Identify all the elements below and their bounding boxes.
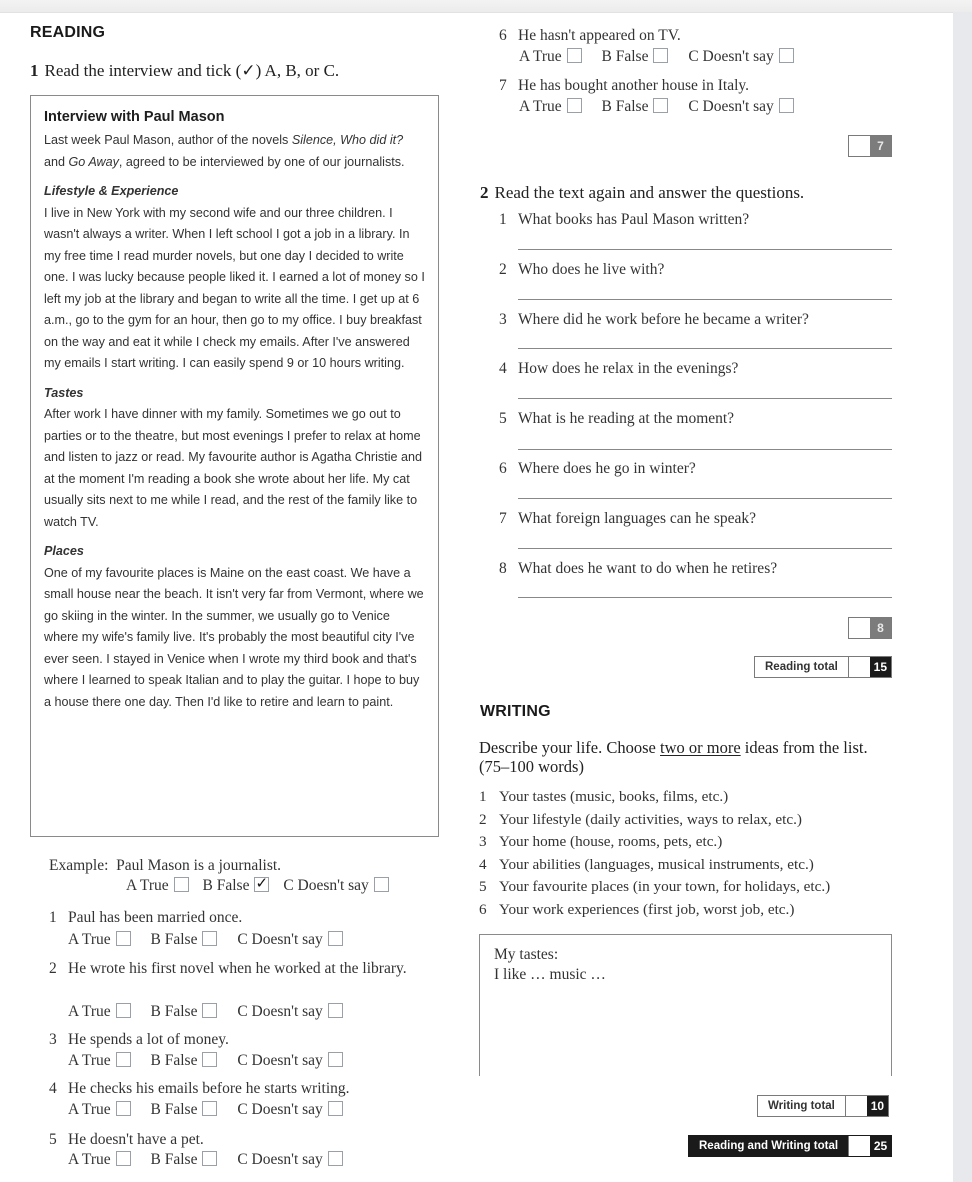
interview-intro: Last week Paul Mason, author of the novels Silence, Who did it? and Go Away, agreed to be interviewed by one of our journalists. [44,133,405,169]
checkbox-c[interactable] [328,1003,343,1018]
writing-heading: WRITING [480,703,551,720]
emphasis-underline: two or more [660,738,741,757]
option-b: B False ✓ [203,877,270,895]
checkbox-c[interactable] [328,931,343,946]
reading-total-label: Reading total [755,657,849,677]
tick-question-7: 7 He has bought another house in Italy. [499,77,750,94]
checkbox-a[interactable] [116,1052,131,1067]
checkbox-a[interactable] [116,1003,131,1018]
checkbox-a[interactable] [174,877,189,892]
option-b: B False [151,1052,218,1070]
question-3: 3 Where did he work before he became a writer? [499,311,809,328]
checkbox-b[interactable] [653,98,668,113]
interview-title: Interview with Paul Mason [44,109,225,125]
answer-line-1[interactable] [518,249,892,250]
tick-options-7 [519,98,804,116]
tick-options-2 [68,1003,353,1021]
checkbox-b[interactable] [202,1101,217,1116]
section-title-places: Places [44,544,84,558]
section-title-tastes: Tastes [44,385,84,400]
score-input[interactable] [849,136,870,156]
reading-total-input[interactable] [849,657,870,677]
checkbox-c[interactable] [779,98,794,113]
answer-line-5[interactable] [518,449,892,450]
answer-line-6[interactable] [518,498,892,499]
grand-total-max: 25 [870,1136,891,1156]
option-a: A True [68,931,131,949]
checkbox-c[interactable] [779,48,794,63]
option-a: A True [519,48,582,66]
task2-instruction-text: Read the text again and answer the questions. [494,183,805,202]
option-c: C Doesn't say [237,1052,342,1070]
task2-instruction [480,183,804,203]
interview-box [30,95,439,837]
option-c: C Doesn't say [688,48,793,66]
tick-question-3: 3 He spends a lot of money. [49,1031,229,1048]
writing-total-input[interactable] [846,1096,867,1116]
writing-total-label: Writing total [758,1096,846,1116]
answer-line-4[interactable] [518,398,892,399]
checkbox-b[interactable] [653,48,668,63]
book-title: Silence, Who did it? [291,133,404,147]
option-a: A True [68,1052,131,1070]
checkbox-a[interactable] [567,48,582,63]
task1-instruction-text: Read the interview and tick (✓) A, B, or C. [44,61,340,80]
checkbox-a[interactable] [116,1101,131,1116]
question-7: 7 What foreign languages can he speak? [499,510,756,527]
writing-total-max: 10 [867,1096,888,1116]
idea-item: 6 Your work experiences (first job, worst job, etc.) [479,900,795,918]
option-c: C Doesn't say [688,98,793,116]
score-input[interactable] [849,618,870,638]
option-a: A True [126,877,189,895]
option-b: B False [151,1003,218,1021]
reading-heading: READING [30,24,106,41]
tick-options-1 [68,931,353,949]
question-5: 5 What is he reading at the moment? [499,410,735,427]
option-c: C Doesn't say [237,1151,342,1169]
answer-line-2[interactable] [518,299,892,300]
option-c: C Doesn't say [283,877,388,895]
checkbox-b-checked[interactable] [254,877,269,892]
section-text-lifestyle: I live in New York with my second wife and our three children. I wasn't always a writer. When I left school I got a job in a library. In my free time I read murder novels, but one day I decided to write one. I was lucky because people liked it. I earned a lot of money so I left my job at the library and began to write all the time. I get up at 6 a.m., go to the gym for an hour, then go to my office. I buy breakfast on the way and eat it while I check my emails. After I've answered my emails I start writing. I can easily spend 9 or 10 hours writing. [44,205,425,370]
option-a: A True [68,1151,131,1169]
grand-total-label: Reading and Writing total [689,1136,849,1156]
tick-options-3 [68,1052,353,1070]
score-max: 8 [870,618,891,638]
tick-question-5: 5 He doesn't have a pet. [49,1131,204,1148]
example-options [126,877,399,895]
option-b: B False [602,48,669,66]
checkbox-a[interactable] [116,931,131,946]
question-6: 6 Where does he go in winter? [499,460,696,477]
idea-item: 1 Your tastes (music, books, films, etc.) [479,788,729,805]
idea-item: 3 Your home (house, rooms, pets, etc.) [479,833,723,851]
option-b: B False [151,1151,218,1169]
checkbox-c[interactable] [328,1101,343,1116]
checkbox-a[interactable] [567,98,582,113]
task1-instruction [30,61,339,81]
answer-line-7[interactable] [518,548,892,549]
tick-question-6: 6 He hasn't appeared on TV. [499,27,681,44]
writing-answer-box[interactable] [479,934,892,1076]
idea-item: 2 Your lifestyle (daily activities, ways to relax, etc.) [479,810,802,828]
grand-total-input[interactable] [849,1136,870,1156]
example-label: Example: [49,857,109,874]
score-max: 7 [870,136,891,156]
option-b: B False [151,931,218,949]
question-1: 1 What books has Paul Mason written? [499,211,750,228]
task1-score-box [848,135,892,157]
tick-question-4: 4 He checks his emails before he starts writing. [49,1080,350,1097]
task2-score-box [848,617,892,639]
task1-number: 1 [30,61,39,80]
idea-item: 5 Your favourite places (in your town, for holidays, etc.) [479,878,831,896]
question-2: 2 Who does he live with? [499,261,665,278]
tick-question-2: 2 He wrote his first novel when he worked at the library. [49,960,407,977]
checkbox-b[interactable] [202,931,217,946]
tick-options-4 [68,1101,353,1119]
option-c: C Doesn't say [237,1101,342,1119]
book-title: Go Away [68,154,119,169]
answer-line-8[interactable] [518,597,892,598]
checkbox-c[interactable] [328,1052,343,1067]
writing-total-box [757,1095,889,1117]
section-text-tastes: After work I have dinner with my family. Sometimes we go out to parties or to the theatre, but most evenings I prefer to relax at home and listen to jazz or read. My favourite author is Agatha Christie and at the moment I'm reading a book she wrote about her life. My cat usually sits next to me while I read, and the rest of the family like to watch TV. [44,407,423,529]
answer-line-1: My tastes: [494,946,559,963]
writing-ideas-list [479,786,830,922]
option-a: A True [68,1003,131,1021]
tick-options-5 [68,1151,353,1169]
tick-options-6 [519,48,804,66]
tick-question-1: 1 Paul has been married once. [49,909,243,926]
option-b: B False [602,98,669,116]
example-text: Paul Mason is a journalist. [116,857,282,874]
checkbox-b[interactable] [202,1052,217,1067]
option-a: A True [68,1101,131,1119]
reading-total-box [754,656,892,678]
option-b: B False [151,1101,218,1119]
checkbox-b[interactable] [202,1151,217,1166]
checkbox-a[interactable] [116,1151,131,1166]
checkbox-c[interactable] [374,877,389,892]
checkbox-c[interactable] [328,1151,343,1166]
option-c: C Doesn't say [237,931,342,949]
task2-number: 2 [480,183,489,202]
answer-line-3[interactable] [518,348,892,349]
idea-item: 4 Your abilities (languages, musical instruments, etc.) [479,855,814,873]
scrollbar-track[interactable] [953,12,972,1182]
checkbox-b[interactable] [202,1003,217,1018]
section-text-places: One of my favourite places is Maine on the east coast. We have a small house near the beach. It isn't very far from Vermont, where we go skiing in the winter. In the summer, we usually go to Venice where my wife's family live. It's probably the most beautiful city I've ever seen. I stayed in Venice when I wrote my third book and that's where I learned to speak Italian and to play the guitar. I hope to buy a house there one day. Then I'd like to retire and learn to paint. [44,565,424,709]
question-4: 4 How does he relax in the evenings? [499,360,739,377]
writing-instruction: Describe your life. Choose two or more ideas from the list. (75–100 words) [479,738,868,776]
option-a: A True [519,98,582,116]
answer-line-2: I like … music … [494,966,606,983]
question-8: 8 What does he want to do when he retires? [499,560,778,577]
top-bar [0,0,972,13]
reading-total-max: 15 [870,657,891,677]
option-c: C Doesn't say [237,1003,342,1021]
grand-total-box [688,1135,892,1157]
example-statement [49,856,281,875]
section-title-lifestyle: Lifestyle & Experience [44,184,179,198]
